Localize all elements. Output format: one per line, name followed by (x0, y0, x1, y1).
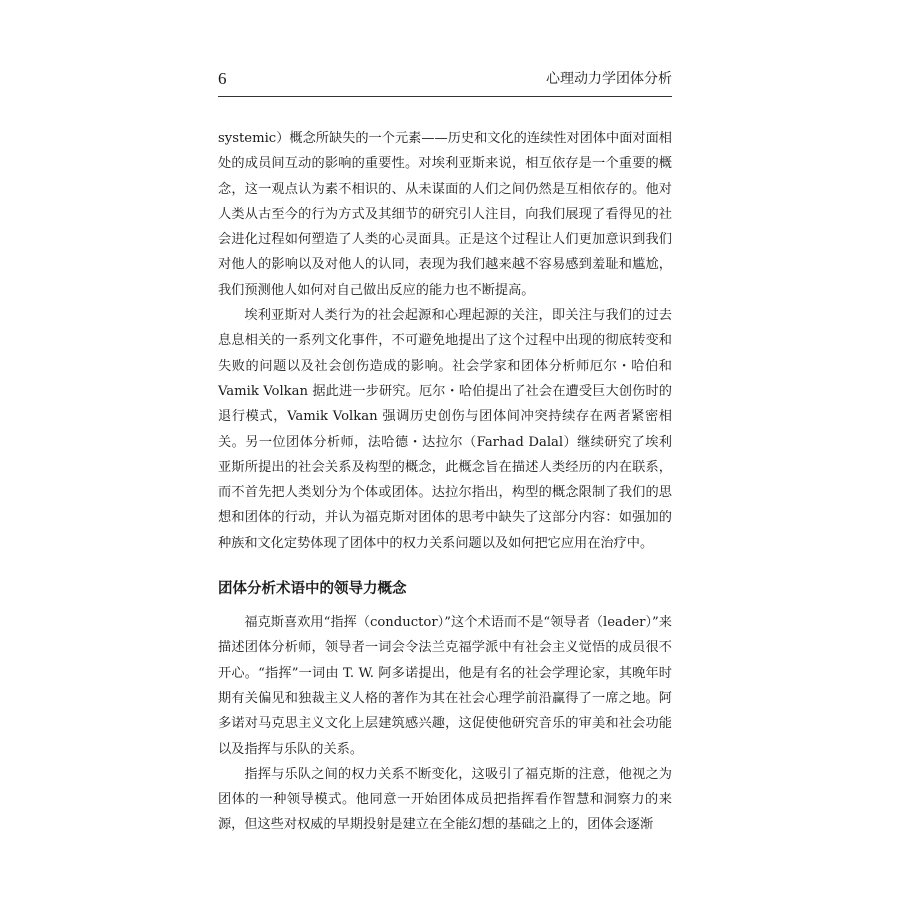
paragraph: 指挥与乐队之间的权力关系不断变化，这吸引了福克斯的注意，他视之为团体的一种领导模式。他同意一开始团体成员把指挥看作智慧和洞察力的来源，但这些对权威的早期投射是建立在全能幻想的基础之上的，团体会逐渐 (218, 766, 672, 833)
paragraph: 埃利亚斯对人类行为的社会起源和心理起源的关注，即关注与我们的过去息息相关的一系列文化事件，不可避免地提出了这个过程中出现的彻底转变和失败的问题以及社会创伤造成的影响。社会学家和团体分析师厄尔・哈伯和 Vamik Volkan 据此进一步研究。厄尔・哈伯提出了社会在遭受巨大创伤时的退行模式，Vamik Volkan 强调历史创伤与团体间冲突持续存在两者紧密相关。另一位团体分析师，法哈德・达拉尔（Farhad Dalal）继续研究了埃利亚斯所提出的社会关系及构型的概念，此概念旨在描述人类经历的内在联系，而不首先把人类划分为个体或团体。达拉尔指出，构型的概念限制了我们的思想和团体的行动，并认为福克斯对团体的思考中缺失了这部分内容：如强加的种族和文化定势体现了团体中的权力关系问题以及如何把它应用在治疗中。 (218, 308, 672, 551)
section-heading: 团体分析术语中的领导力概念 (218, 581, 407, 598)
running-title: 心理动力学团体分析 (546, 71, 672, 87)
page-number: 6 (218, 69, 227, 88)
paragraph-continued: systemic）概念所缺失的一个元素——历史和文化的连续性对团体中面对面相处的成员间互动的影响的重要性。对埃利亚斯来说，相互依存是一个重要的概念，这一观点认为素不相识的、从未谋面的人们之间仍然是互相依存的。他对人类从古至今的行为方式及其细节的研究引人注目，向我们展现了看得见的社会进化过程如何塑造了人类的心灵面具。正是这个过程让人们更加意识到我们对他人的影响以及对他人的认同，表现为我们越来越不容易感到羞耻和尴尬，我们预测他人如何对自己做出反应的能力也不断提高。 (218, 131, 672, 298)
paragraph: 福克斯喜欢用“指挥（conductor）”这个术语而不是“领导者（leader）”来描述团体分析师，领导者一词会令法兰克福学派中有社会主义觉悟的成员很不开心。“指挥”一词由 T. W. 阿多诺提出，他是有名的社会学理论家，其晚年时期有关偏见和独裁主义人格的著作为其在社会心理学前沿赢得了一席之地。阿多诺对马克思主义文化上层建筑感兴趣，这促使他研究音乐的审美和社会功能以及指挥与乐队的关系。 (218, 615, 672, 757)
header-divider (218, 96, 672, 97)
body-text (218, 126, 672, 838)
